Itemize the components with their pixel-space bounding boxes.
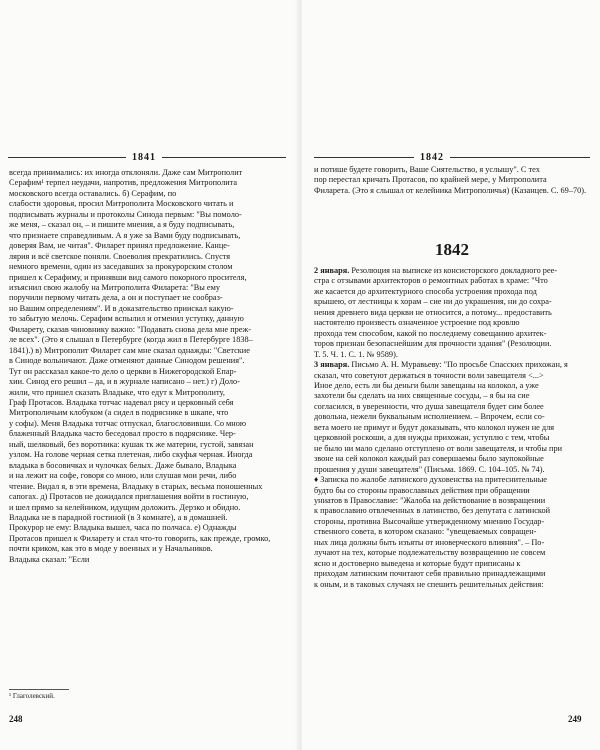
text-line: Филарета. (Это я слышал от келейника Митрополичья) (Казанцев. С. 69–70). — [314, 185, 587, 195]
text-line: 3 января. Письмо А. Н. Муравьеву: "По просьбе Спасских прихожан, я — [314, 360, 568, 370]
text-line: Филарету, сказав чиновнику важно: "Подавать снова дела мне преж- — [9, 324, 251, 334]
right-page — [302, 0, 600, 750]
head-rule-left — [8, 157, 126, 158]
text-line: слабости здоровья, просил Митрополита Московского читать и — [9, 199, 234, 209]
text-line: московского всегда оставались. б) Серафим, по — [9, 188, 177, 198]
text-line: Т. 5. Ч. 1. С. 1. № 9589). — [314, 349, 398, 359]
text-line: стороны, противна Высочайше утвержденному мнению Государ- — [314, 516, 545, 526]
text-line: к оным, и в таковых случаях не спешить решительных действия: — [314, 579, 544, 589]
text-line: настоятелю произвесть означенное устроение под кровлю — [314, 318, 520, 328]
text-line: униатов в Православие: "Жалоба на действование в возвращении — [314, 495, 546, 505]
text-line: же касается до архитектурного способа устроения прохода под — [314, 286, 537, 296]
text-line: приходам латинским почитают себя правильно принадлежащими — [314, 569, 546, 579]
page-number-left: 248 — [9, 714, 23, 724]
text-line: прошения у души завещателя" (Письма. 1869. С. 104–105. № 74). — [314, 464, 545, 474]
text-line: Митрополичьим клобуком (а сидел в подряснике в шкапе, что — [9, 408, 229, 418]
footnote: ¹ Глаголевский. — [9, 692, 55, 700]
text-line: но Вашим определениям". И в доказательство приискал какую- — [9, 303, 234, 313]
right-continuation-text — [314, 165, 590, 196]
text-line: доверяя Вам, не читая". Филарет принял предложение. Канце- — [9, 241, 230, 251]
text-line: ле всех". (Это я слышал в Петербурге (когда жил в Петербурге 1838– — [9, 335, 253, 345]
text-line: всегда принимались: их иногда отклоняли. Даже сам Митрополит — [9, 168, 243, 177]
text-line: Тут он рассказал какое-то дело о церкви в Нижегородской Епар- — [9, 366, 237, 376]
text-line: Иное дело, есть ли бы деньги были завещаны на колокол, а уже — [314, 380, 539, 390]
head-rule-left — [314, 157, 414, 158]
text-line: жили, что пришел сказать Владыке, что едут к Митрополиту, — [9, 387, 225, 397]
text-line: чтение. Видал я, в эти времена, Владыку в старых, весьма поношенных — [9, 481, 263, 491]
text-line: и шел прямо за келейником, идущим доложить. Дерзко и обидно. — [9, 502, 241, 512]
text-line: нения древнего вида церкви не относится, а потому... предоставить — [314, 307, 552, 317]
text-line: хии. Синод его решил – да, и в журнале написано – нет.) г) Доло- — [9, 377, 240, 387]
text-line: же меня, – сказал он, – и пишите мнения, а я буду подписывать, — [9, 220, 235, 230]
text-line: и потише будете говорить, Ваше Сиятельство, я услышу". С тех — [314, 165, 540, 174]
text-line: торов признан безопаснейшим для прочности здания" (Резолюции. — [314, 339, 552, 349]
text-line: прохода тем способом, какой по последнему совещанию архитек- — [314, 328, 547, 338]
text-line: изъяснил свою жалобу на Митрополита Филарета: "Вы ему — [9, 282, 220, 292]
text-line: не было ни мало сделано отступлено от воли завещателя, и чтобы при — [314, 443, 563, 453]
text-line: 2 января. Резолюция на выписке из консисторского докладного рее- — [314, 266, 558, 275]
text-line: пор перестал кричать Протасов, по крайней мере, у Митрополита — [314, 175, 547, 185]
text-line: в Синоде вольничают. Даже отменяют данные Синодом решения". — [9, 356, 245, 366]
text-line: к православию отвлеченных в латинство, без депутата с латинской — [314, 506, 551, 516]
text-line: ный, шелковый, без воротника: кушак тк же материи, густой, завязан — [9, 439, 254, 449]
text-line: подписывать журналы и протоколы Синода первым: "Вы помоло- — [9, 209, 242, 219]
text-line: Прокурор не ему: Владыка вышел, часа по полчаса. е) Однажды — [9, 523, 237, 533]
text-line: немного времени, один из заседавших за прокурорским столом — [9, 262, 233, 272]
year-heading: 1842 — [435, 240, 469, 259]
text-line: поручили первому читать дела, а он и поступает не сообраз- — [9, 293, 223, 303]
text-line: сказал, что советуют держаться в точности воли завещателя <...> — [314, 370, 544, 380]
text-line: захотели бы сделать на них священные сосуды, – я бы на сие — [314, 391, 530, 401]
text-line: ственного совета, в котором сказано: "увещеваемых совращен- — [314, 527, 537, 537]
text-line: церковной роскоши, а для нужды прихожан, уступлю с тем, чтобы — [314, 433, 550, 443]
right-running-head-year: 1842 — [420, 152, 444, 163]
text-line: почти криком, как это в моде у военных и у Начальников. — [9, 544, 213, 554]
text-line: Владыка сказал: "Если — [9, 554, 90, 564]
left-running-head — [8, 152, 286, 163]
text-line: Владыка не в парадной гостиной (в 3 комнате), а в домашней. — [9, 512, 228, 522]
text-line: ясно и достоверно выведена и которые будут приписаны к — [314, 558, 521, 568]
text-line: блаженный Владыка часто беседовал просто в подряснике. Чер- — [9, 429, 236, 439]
text-line: ♦ Записка по жалобе латинского духовенства на притеснительные — [314, 475, 547, 485]
text-line: лярия и всё светское поняли. Своеволия прекратились. Спустя — [9, 251, 231, 261]
text-line: Протасов пришел к Филарету и стал что-то говорить, как прежде, громко, — [9, 533, 271, 543]
text-line: звоне на сей колокол каждый раз совершаемы было заупокойные — [314, 454, 544, 464]
head-rule-right — [450, 157, 590, 158]
text-line: и на лежит на софе, говоря со мною, или слушая мои речи, либо — [9, 471, 237, 481]
text-line: Серафим¹ терпел неудачи, напротив, предложения Митрополита — [9, 178, 238, 188]
text-line: довольна, нежели буквальным исполнением. – Впрочем, если со- — [314, 412, 545, 422]
text-line: стра с отзывами архитекторов о ремонтных работах в храме: "Что — [314, 276, 548, 286]
head-rule-right — [162, 157, 286, 158]
text-line: лучают на тех, которые подлежательству возвращению не совсем — [314, 548, 546, 558]
text-line: вета моего не примут и будут доказывать, что колокол нужен не для — [314, 422, 555, 432]
left-body-text — [9, 168, 289, 565]
text-line: то забытую мелочь. Серафим вспылил и отменил уступку, данную — [9, 314, 244, 324]
page-number-right: 249 — [568, 714, 582, 724]
text-line: что признаете справедливым. А я уже за Вами буду подписывать, — [9, 230, 241, 240]
left-running-head-year: 1841 — [132, 152, 156, 163]
text-line: Граф Протасов. Владыка тотчас надевал рясу и церковный себя — [9, 397, 234, 407]
text-line: сапогах. д) Протасов не дожидался приглашения войти в гостиную, — [9, 492, 249, 502]
text-line: владыка в босовичках и чулочках белых. Даже бывало, Владыка — [9, 460, 237, 470]
right-running-head — [314, 152, 590, 163]
right-entries-text — [314, 266, 590, 590]
text-line: крышею, от лестницы к хорам – сие ни до украшения, ни до сохра- — [314, 297, 552, 307]
text-line: узлом. На голове черная сетка плетеная, либо скуфья черная. Иногда — [9, 450, 253, 460]
text-line: пришел к Серафиму, и принявши вид самого покорного просителя, — [9, 272, 247, 282]
text-line: будто бы со стороны православных действия при обращении — [314, 485, 530, 495]
text-line: ных лица должны быть изъяты от иноверческого влияния". – По- — [314, 537, 545, 547]
text-line: согласился, в уверенности, что душа завещателя будет сим более — [314, 401, 544, 411]
footnote-rule — [9, 689, 69, 690]
text-line: 1841).) в) Митрополит Филарет сам мне сказал однажды: "Светские — [9, 345, 250, 355]
text-line: у софы). Меня Владыка тотчас отпускал, благословивши. Со мною — [9, 418, 247, 428]
